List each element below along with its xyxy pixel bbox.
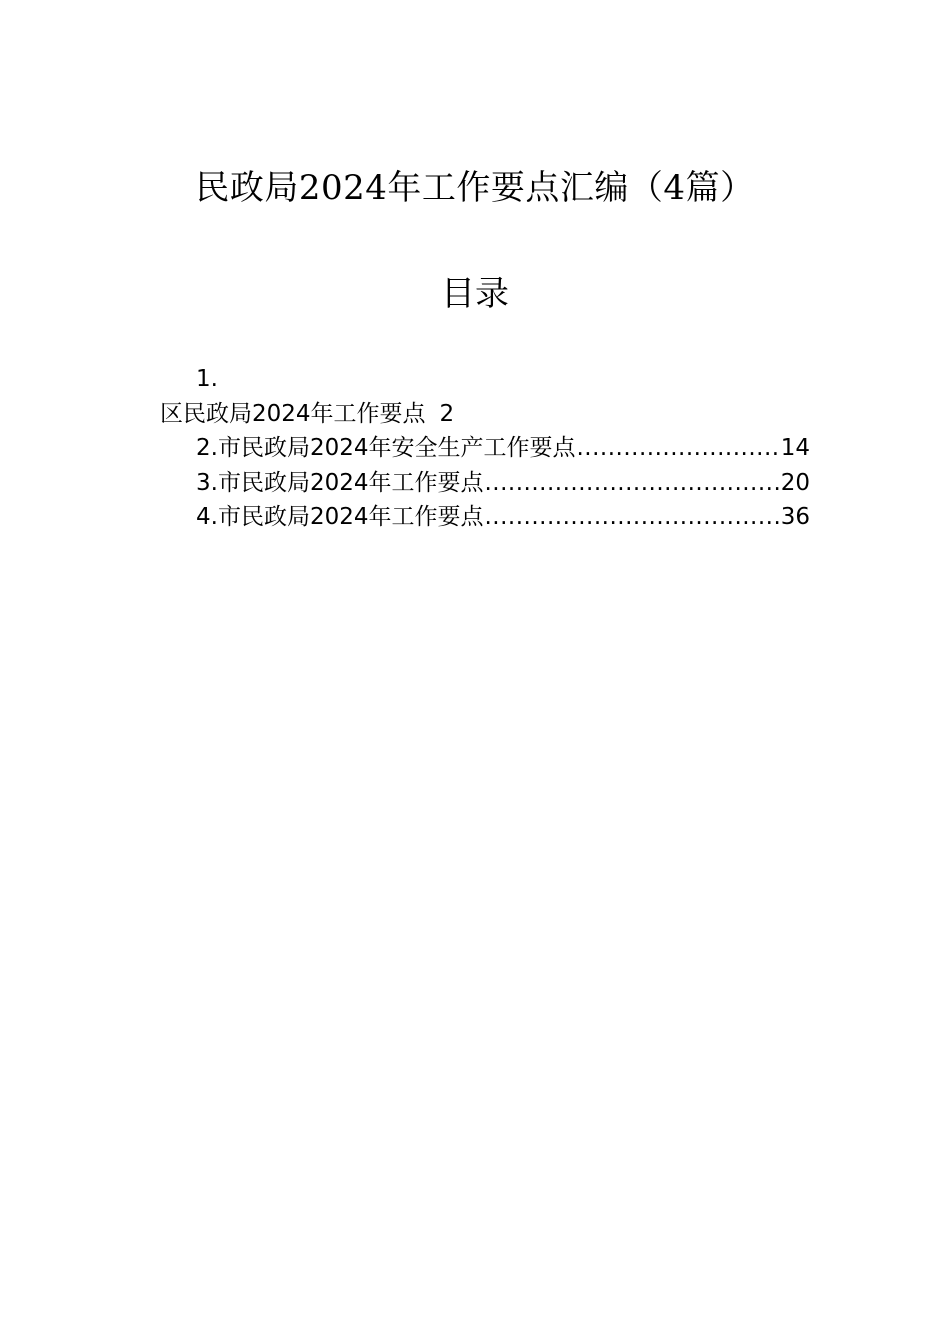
toc-entry-1-label[interactable]: 区民政局2024年工作要点 <box>160 400 426 427</box>
toc-entry-3-leader <box>484 466 779 501</box>
toc-entry-3-page[interactable]: 20 <box>780 469 810 496</box>
table-of-contents <box>160 362 810 535</box>
toc-entry-1-number-line <box>160 362 810 397</box>
toc-entry-2-leader <box>576 431 779 466</box>
toc-entry-4-label[interactable]: 4.市民政局2024年工作要点 <box>196 504 484 530</box>
toc-entry-4-page[interactable]: 36 <box>780 504 810 530</box>
toc-entry-2[interactable] <box>160 431 810 466</box>
toc-entry-1-number[interactable]: 1. <box>196 366 218 392</box>
document-title: 民政局2024年工作要点汇编（4篇） <box>195 168 755 208</box>
toc-entry-2-page[interactable]: 14 <box>780 435 810 461</box>
toc-entry-3[interactable] <box>160 466 810 501</box>
toc-entry-3-label[interactable]: 3.市民政局2024年工作要点 <box>196 469 484 496</box>
toc-entry-4-leader <box>484 500 779 535</box>
toc-entry-1[interactable] <box>160 397 810 432</box>
toc-heading: 目录 <box>441 274 509 314</box>
toc-entry-1-page[interactable]: 2 <box>439 400 455 427</box>
toc-entry-4[interactable] <box>160 500 810 535</box>
toc-entry-2-label[interactable]: 2.市民政局2024年安全生产工作要点 <box>196 435 576 461</box>
